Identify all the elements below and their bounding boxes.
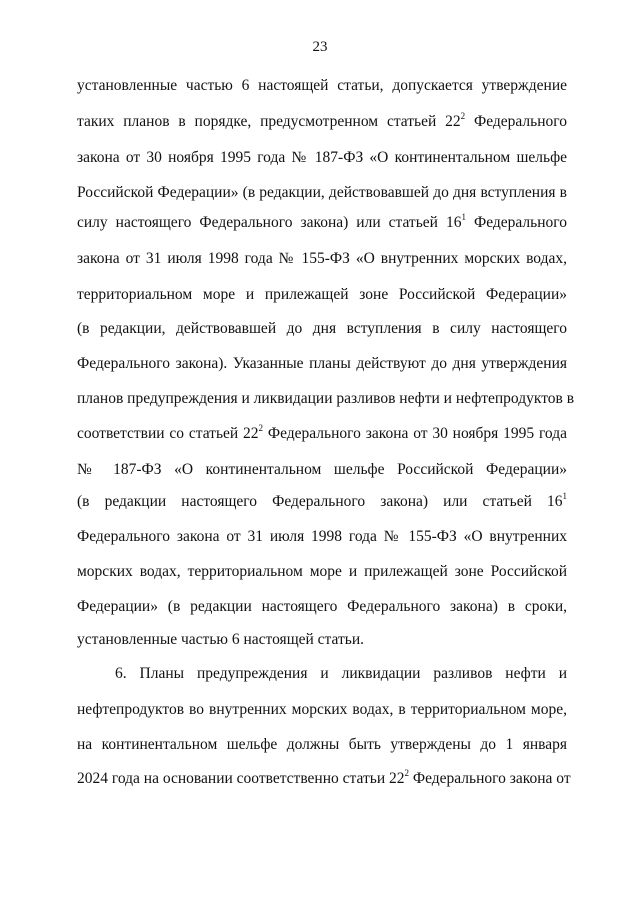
text-line [77, 527, 567, 547]
line-text: (в редакции настоящего Федерального закона) или статьей 16 [77, 493, 563, 510]
text-line [77, 700, 567, 720]
text-line [77, 767, 571, 789]
text-line [77, 630, 567, 650]
line-text: установленные частью 6 настоящей статьи. [77, 631, 365, 648]
line-text: морских водах, территориальном море и прилежащей зоне Российской [77, 563, 567, 580]
text-line [77, 148, 567, 168]
line-text: Российской Федерации» (в редакции, действовавшей до дня вступления в [77, 184, 567, 201]
paragraph-first-line [115, 664, 567, 684]
text-line [77, 562, 567, 582]
text-line [77, 389, 575, 409]
text-line [77, 460, 567, 480]
line-text: закона от 30 ноября 1995 года № 187-ФЗ «О континентальном шельфе [77, 149, 567, 166]
text-line [77, 735, 567, 755]
superscript-index: 2 [258, 422, 264, 433]
text-line [77, 424, 567, 444]
text-line [77, 249, 567, 269]
line-text: Федерального [465, 214, 567, 231]
line-text: установленные частью 6 настоящей статьи, допускается утверждение [77, 77, 567, 94]
line-text: 2024 года на основании соответственно статьи 22 [77, 770, 405, 787]
text-line [77, 319, 567, 339]
text-line [77, 76, 567, 96]
line-text: 6. Планы предупреждения и ликвидации разливов нефти и [115, 665, 567, 682]
page-number: 23 [312, 39, 328, 55]
line-text: Федерального закона от [408, 770, 571, 787]
line-text: нефтепродуктов во внутренних морских водах, в территориальном море, [77, 701, 567, 718]
text-line [77, 354, 567, 374]
line-text: территориальном море и прилежащей зоне Российской Федерации» [77, 286, 567, 303]
text-line [77, 213, 567, 233]
line-text: Федерального закона). Указанные планы действуют до дня утверждения [77, 355, 567, 372]
text-line [77, 597, 567, 617]
text-line [77, 112, 567, 132]
line-text: планов предупреждения и ликвидации разливов нефти и нефтепродуктов в [77, 390, 575, 407]
text-line [77, 183, 567, 203]
superscript-index: 1 [461, 211, 466, 222]
line-text: Федерального [465, 113, 568, 130]
line-text: Федерации» (в редакции настоящего Федерального закона) в сроки, [77, 598, 567, 615]
line-text: закона от 31 июля 1998 года № 155-ФЗ «О внутренних морских водах, [77, 250, 567, 267]
superscript-index: 1 [562, 490, 567, 501]
text-line [77, 492, 567, 512]
line-text: на континентальном шельфе должны быть утверждены до 1 января [77, 736, 567, 753]
line-text: таких планов в порядке, предусмотренном статьей 22 [77, 113, 461, 130]
line-text: силу настоящего Федерального закона) или статьей 16 [77, 214, 462, 231]
line-text: № 187-ФЗ «О континентальном шельфе Российской Федерации» [77, 461, 567, 478]
line-text: (в редакции, действовавшей до дня вступления в силу настоящего [77, 320, 567, 337]
line-text: Федерального закона от 31 июля 1998 года № 155-ФЗ «О внутренних [77, 528, 567, 545]
superscript-index: 2 [460, 110, 466, 121]
line-text: соответствии со статьей 22 [77, 425, 259, 442]
superscript-index: 2 [404, 767, 409, 778]
text-line [77, 285, 567, 305]
line-text: Федерального закона от 30 ноября 1995 года [263, 425, 567, 442]
